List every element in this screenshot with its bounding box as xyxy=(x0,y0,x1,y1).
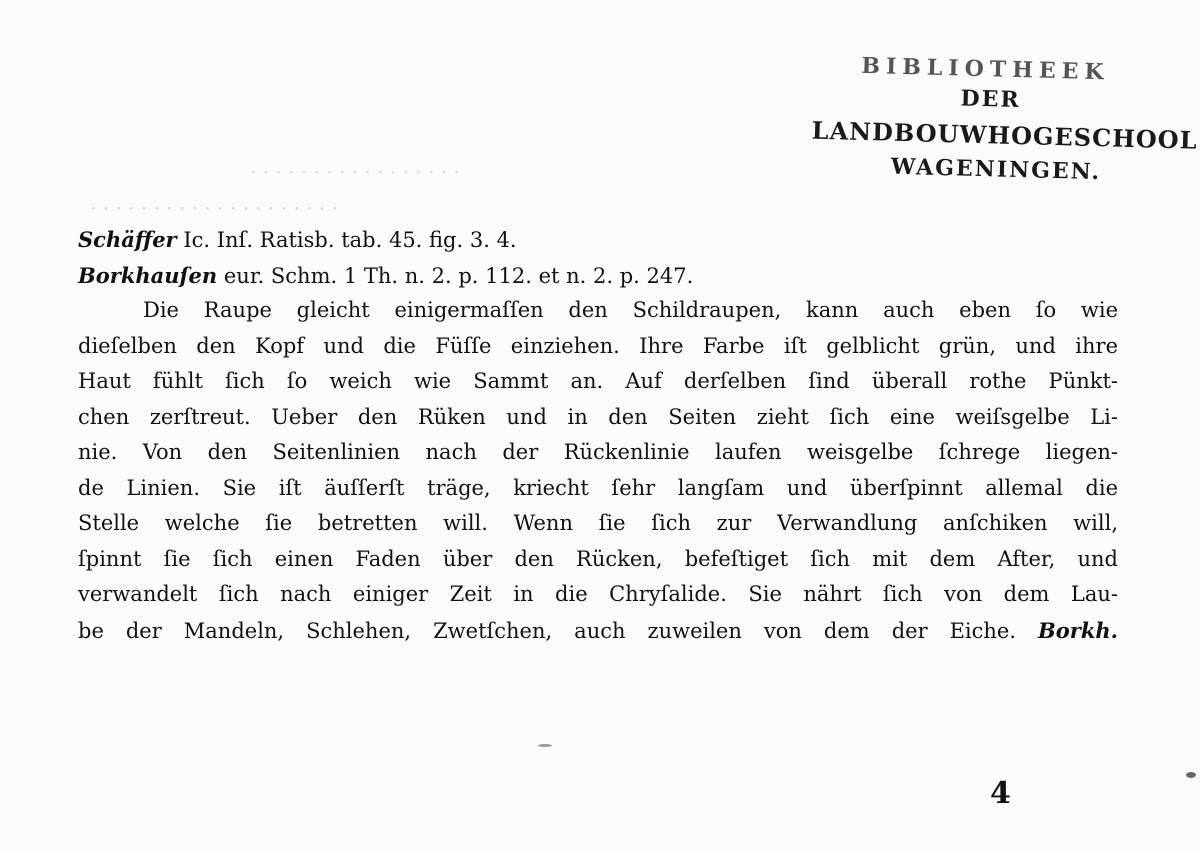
stamp-line-3: LANDBOUWHOGESCHOOL xyxy=(811,115,1198,155)
last-line-author: Borkh. xyxy=(1038,617,1118,643)
reference-line-1 xyxy=(78,222,1118,258)
text-line-2: dieſelben den Kopf und die Füſſe einziehen. Ihre Farbe iſt gelblicht grün, und ihre xyxy=(78,333,1118,358)
reference-text-1: Ic. Inſ. Ratisb. tab. 45. fig. 3. 4. xyxy=(183,228,517,252)
stamp-line-1: BIBLIOTHEEK xyxy=(861,52,1110,86)
text-line-1: Die Raupe gleicht einigermaſſen den Schildraupen, kann auch eben ſo wie xyxy=(143,298,1118,322)
library-stamp xyxy=(798,47,1198,196)
text-line-6: de Linien. Sie iſt äuſſerſt träge, kriecht ſehr langſam und überſpinnt allemal die xyxy=(78,475,1118,500)
text-line-4: chen zerſtreut. Ueber den Rüken und in den Seiten zieht ſich eine weiſsgelbe Li- xyxy=(78,404,1118,429)
bleed-through-text: · · · · · · · · · · · · · · · · · xyxy=(250,160,460,184)
reference-author-2: Borkhauſen xyxy=(78,262,218,288)
text-line-5: nie. Von den Seitenlinien nach der Rückenlinie laufen weisgelbe ſchrege liegen- xyxy=(78,440,1118,464)
reference-author-1: Schäffer xyxy=(78,227,177,252)
reference-line-2 xyxy=(78,258,1118,294)
paper-speck xyxy=(1186,772,1196,778)
text-line-9: verwandelt ſich nach einiger Zeit in die Chryſalide. Sie nährt ſich von dem Lau- xyxy=(78,582,1118,606)
text-line-8: ſpinnt ſie ſich einen Faden über den Rücken, befeſtiget ſich mit dem After, und xyxy=(78,546,1118,571)
reference-text-2: eur. Schm. 1 Th. n. 2. p. 112. et n. 2. p. 247. xyxy=(223,263,694,288)
page-mark: 4 xyxy=(990,776,1011,811)
bleed-through-text-2: · · · · · · · · · · · · · · · · · · · · xyxy=(90,196,338,220)
text-line-10 xyxy=(78,613,1118,649)
body-text xyxy=(78,222,1118,648)
stamp-line-4: WAGENINGEN. xyxy=(890,153,1102,186)
stamp-line-2: DER xyxy=(960,85,1022,114)
paper-speck-2 xyxy=(538,744,552,747)
text-line-7: Stelle welche ſie betretten will. Wenn ſie ſich zur Verwandlung anſchiken will, xyxy=(78,511,1118,535)
text-line-3: Haut fühlt ſich ſo weich wie Sammt an. Auf derſelben ſind überall rothe Pünkt- xyxy=(78,369,1118,393)
last-line-text: be der Mandeln, Schlehen, Zwetſchen, auch zuweilen von dem der Eiche. xyxy=(78,618,1017,643)
